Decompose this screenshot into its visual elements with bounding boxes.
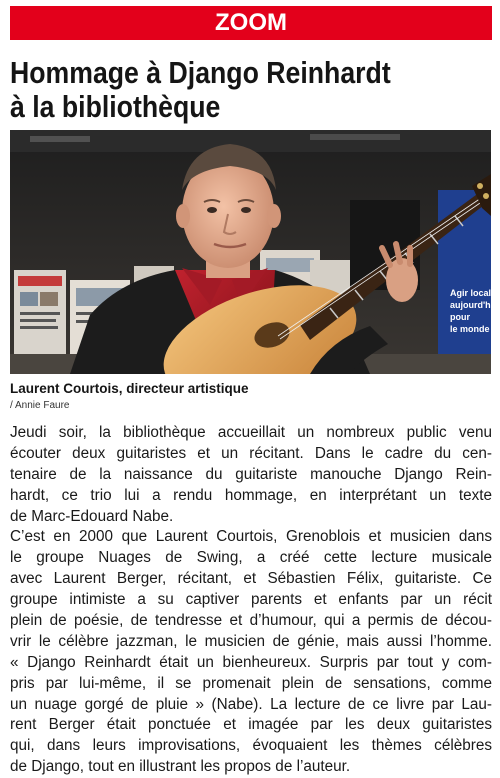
photo-credit: / Annie Faure — [10, 400, 70, 411]
svg-text:Agir local: Agir local — [450, 288, 491, 298]
section-label: ZOOM — [215, 9, 287, 36]
svg-text:le monde: le monde — [450, 324, 490, 334]
article-line: écouter deux guitaristes et un récitant. Dans le cadre du cen- — [10, 444, 492, 462]
article-line: pris par lui-même, il se promenait plein de sensations, comme — [10, 674, 492, 692]
headline-line-1: Hommage à Django Reinhardt — [10, 55, 391, 90]
article-line: C’est en 2000 que Laurent Courtois, Grenoblois et musicien dans — [10, 528, 492, 546]
article-headline — [10, 56, 425, 124]
article-line: « Django Reinhardt était un bienheureux. Surpris par tout y com- — [10, 653, 492, 671]
article-body — [10, 423, 492, 778]
article-line: de Django, tout en illustrant les propos de l’auteur. — [10, 758, 351, 776]
svg-text:pour: pour — [450, 312, 470, 322]
article-line: plein de poésie, de tendresse et d’humour, qui a permis de décou- — [10, 612, 492, 630]
photo-caption: Laurent Courtois, directeur artistique — [10, 381, 249, 396]
article-line: qui, dans leurs improvisations, évoquaient les thèmes célèbres — [10, 737, 492, 755]
article-line: rent Berger était ponctuée et imagée par les deux guitaristes — [10, 716, 492, 734]
article-line: tenaire de la naissance du guitariste manouche Django Rein- — [10, 465, 492, 483]
article-line: hardt, ce trio lui a rendu hommage, en interprétant un texte — [10, 486, 492, 504]
article-line: un nuage gorgé de pluie » (Nabe). La lecture de ce livre par Lau- — [10, 695, 492, 713]
article-line: Jeudi soir, la bibliothèque accueillait un nombreux public venu — [10, 424, 492, 441]
svg-text:aujourd'h: aujourd'h — [450, 300, 491, 310]
article-line: de Marc-Edouard Nabe. — [10, 507, 174, 525]
headline-line-2: à la bibliothèque — [10, 89, 221, 124]
article-line: avec Laurent Berger, récitant, et Sébastien Félix, guitariste. Ce — [10, 570, 492, 588]
article-photo — [10, 130, 491, 374]
section-banner — [10, 6, 492, 40]
article-line: vrir le célèbre jazzman, le musicien de génie, mais aussi l’homme. — [10, 632, 492, 650]
photo-guitarist-icon — [10, 130, 491, 374]
article-line: groupe intimiste a su captiver parents et enfants par un récit — [10, 591, 492, 609]
article-line: le groupe Nuages de Swing, a créé cette lecture musicale — [10, 549, 492, 567]
